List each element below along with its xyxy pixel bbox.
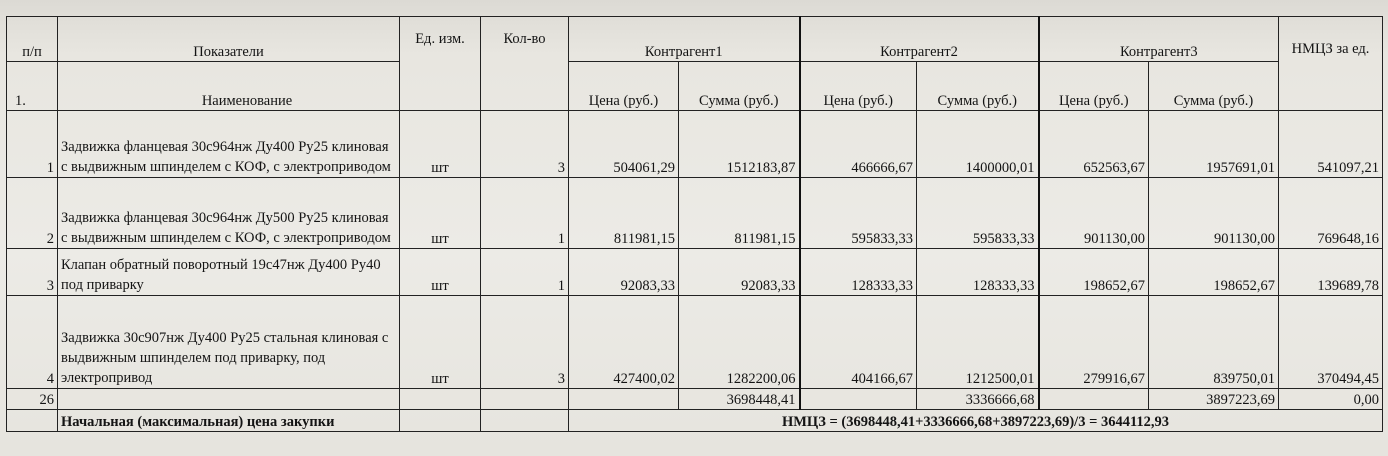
- row-price-1: 504061,29: [569, 111, 679, 178]
- row-unit: шт: [400, 296, 481, 389]
- row-price-2: 128333,33: [800, 249, 917, 296]
- totals-row: [7, 389, 1383, 410]
- row-name: Задвижка фланцевая 30с964нж Ду500 Ру25 клиновая с выдвижным шпинделем с КОФ, с электроприводом: [58, 178, 400, 249]
- row-sum-2: 1400000,01: [917, 111, 1039, 178]
- row-unit: шт: [400, 249, 481, 296]
- row-sum-3: 198652,67: [1149, 249, 1279, 296]
- header-price-3: Цена (руб.): [1039, 62, 1149, 111]
- row-price-1: 92083,33: [569, 249, 679, 296]
- row-nmcz: 370494,45: [1279, 296, 1383, 389]
- totals-empty: [569, 389, 679, 410]
- header-row-2: [7, 62, 1383, 111]
- row-number: 1: [7, 111, 58, 178]
- row-nmcz: 139689,78: [1279, 249, 1383, 296]
- table-row: [7, 296, 1383, 389]
- totals-number: 26: [7, 389, 58, 410]
- row-nmcz: 541097,21: [1279, 111, 1383, 178]
- footer-row: [7, 410, 1383, 432]
- totals-empty: [58, 389, 400, 410]
- row-nmcz: 769648,16: [1279, 178, 1383, 249]
- header-sum-2: Сумма (руб.): [917, 62, 1039, 111]
- row-number: 3: [7, 249, 58, 296]
- row-sum-2: 595833,33: [917, 178, 1039, 249]
- footer-empty: [481, 410, 569, 432]
- row-price-3: 652563,67: [1039, 111, 1149, 178]
- row-sum-3: 1957691,01: [1149, 111, 1279, 178]
- header-unit: Ед. изм.: [400, 17, 481, 111]
- header-num: п/п: [7, 17, 58, 62]
- footer-empty: [7, 410, 58, 432]
- table-row: [7, 111, 1383, 178]
- row-sum-1: 1512183,87: [679, 111, 800, 178]
- totals-empty: [800, 389, 917, 410]
- row-sum-2: 1212500,01: [917, 296, 1039, 389]
- table-row: [7, 178, 1383, 249]
- row-sum-3: 901130,00: [1149, 178, 1279, 249]
- row-price-3: 279916,67: [1039, 296, 1149, 389]
- totals-sum-1: 3698448,41: [679, 389, 800, 410]
- footer-formula: НМЦЗ = (3698448,41+3336666,68+3897223,69)/3 = 3644112,93: [569, 410, 1383, 432]
- header-contractor-1: Контрагент1: [569, 17, 800, 62]
- table-row: [7, 249, 1383, 296]
- row-price-2: 466666,67: [800, 111, 917, 178]
- header-row-1: [7, 17, 1383, 62]
- totals-empty: [481, 389, 569, 410]
- header-indicators: Показатели: [58, 17, 400, 62]
- footer-empty: [400, 410, 481, 432]
- header-price-1: Цена (руб.): [569, 62, 679, 111]
- row-price-3: 198652,67: [1039, 249, 1149, 296]
- row-name: Задвижка фланцевая 30с964нж Ду400 Ру25 клиновая с выдвижным шпинделем с КОФ, с электроприводом: [58, 111, 400, 178]
- row-name: Задвижка 30с907нж Ду400 Ру25 стальная клиновая с выдвижным шпинделем под приварку, под электропривод: [58, 296, 400, 389]
- totals-empty: [1039, 389, 1149, 410]
- header-qty: Кол-во: [481, 17, 569, 111]
- row-name: Клапан обратный поворотный 19с47нж Ду400 Ру40 под приварку: [58, 249, 400, 296]
- row-qty: 1: [481, 249, 569, 296]
- row-unit: шт: [400, 111, 481, 178]
- totals-sum-2: 3336666,68: [917, 389, 1039, 410]
- row-sum-1: 1282200,06: [679, 296, 800, 389]
- row-sum-3: 839750,01: [1149, 296, 1279, 389]
- row-qty: 1: [481, 178, 569, 249]
- header-contractor-2: Контрагент2: [800, 17, 1039, 62]
- row-price-2: 404166,67: [800, 296, 917, 389]
- totals-sum-3: 3897223,69: [1149, 389, 1279, 410]
- row-price-3: 901130,00: [1039, 178, 1149, 249]
- row-qty: 3: [481, 111, 569, 178]
- row-unit: шт: [400, 178, 481, 249]
- row-number: 2: [7, 178, 58, 249]
- header-nmcz: НМЦЗ за ед.: [1279, 17, 1383, 111]
- header-name: Наименование: [58, 62, 400, 111]
- row-sum-1: 92083,33: [679, 249, 800, 296]
- header-num-2: 1.: [7, 62, 58, 111]
- footer-label: Начальная (максимальная) цена закупки: [58, 410, 400, 432]
- row-price-1: 427400,02: [569, 296, 679, 389]
- row-price-1: 811981,15: [569, 178, 679, 249]
- row-qty: 3: [481, 296, 569, 389]
- header-sum-3: Сумма (руб.): [1149, 62, 1279, 111]
- row-price-2: 595833,33: [800, 178, 917, 249]
- row-number: 4: [7, 296, 58, 389]
- header-sum-1: Сумма (руб.): [679, 62, 800, 111]
- price-comparison-table: [6, 16, 1383, 432]
- totals-empty: [400, 389, 481, 410]
- header-contractor-3: Контрагент3: [1039, 17, 1279, 62]
- row-sum-2: 128333,33: [917, 249, 1039, 296]
- totals-nmcz: 0,00: [1279, 389, 1383, 410]
- header-price-2: Цена (руб.): [800, 62, 917, 111]
- row-sum-1: 811981,15: [679, 178, 800, 249]
